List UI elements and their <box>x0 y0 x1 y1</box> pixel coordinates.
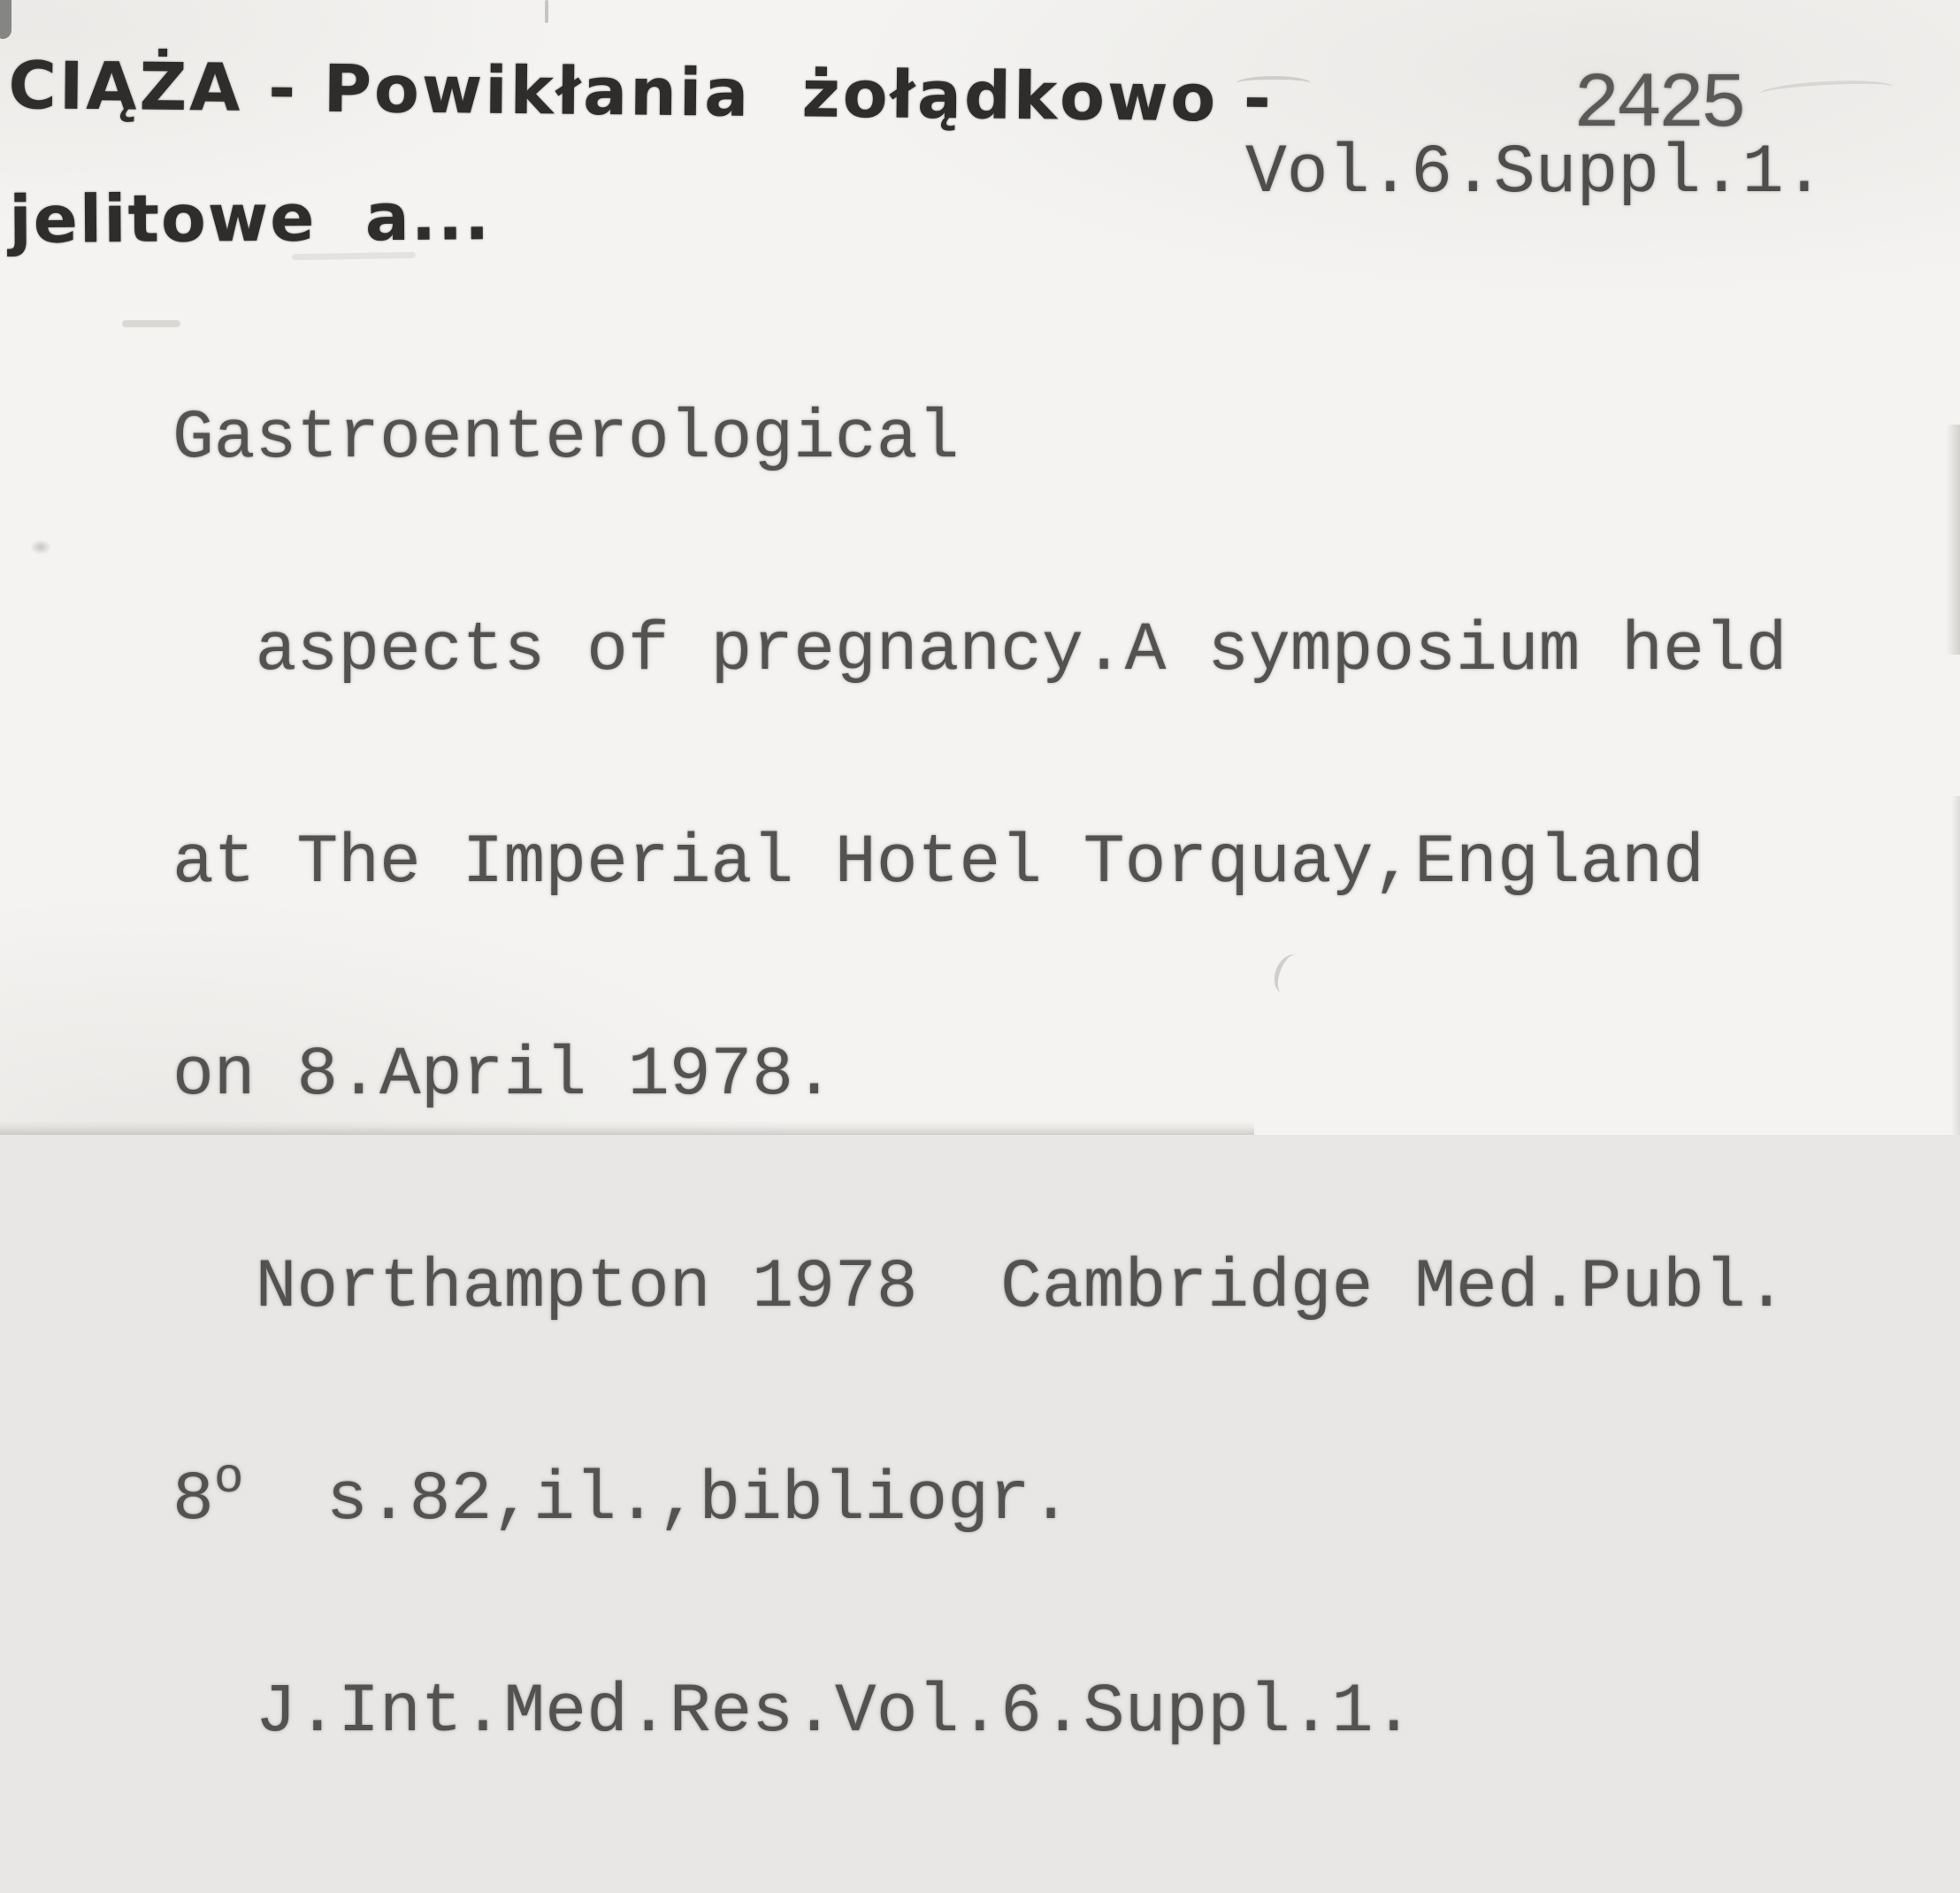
subject-heading-line2: jelitowe a... <box>9 179 492 258</box>
typed-line-date: on 8.April 1978. <box>172 1037 835 1115</box>
typed-line-venue: at The Imperial Hotel Torquay,England <box>172 824 1704 902</box>
paper-spot <box>30 540 51 555</box>
subject-heading <box>9 14 1274 292</box>
right-edge-smudge <box>1946 425 1960 655</box>
collation-text: s.82,il.,bibliogr. <box>243 1461 1072 1539</box>
format-superscript-o: o <box>213 1450 244 1506</box>
subject-heading-line1: CIĄŻA - Powikłania żołądkowo - <box>8 48 1275 137</box>
bibliographic-entry <box>172 262 1788 1889</box>
format-number: 8 <box>172 1461 214 1539</box>
typed-line-collation <box>172 1450 1788 1539</box>
typed-line-subtitle: aspects of pregnancy.A symposium held <box>172 612 1788 690</box>
right-edge-shading <box>1951 796 1960 1135</box>
typed-line-title: Gastroenterological <box>172 400 960 478</box>
catalog-number: 2425 <box>1573 62 1743 149</box>
typed-line-series: J.Int.Med.Res.Vol.6.Suppl.1. <box>172 1674 1415 1751</box>
typed-line-imprint: Northampton 1978 Cambridge Med.Publ. <box>172 1249 1788 1327</box>
volume-designation: Vol.6.Suppl.1. <box>1245 134 1826 212</box>
faint-squiggle-mark <box>1760 78 1894 103</box>
